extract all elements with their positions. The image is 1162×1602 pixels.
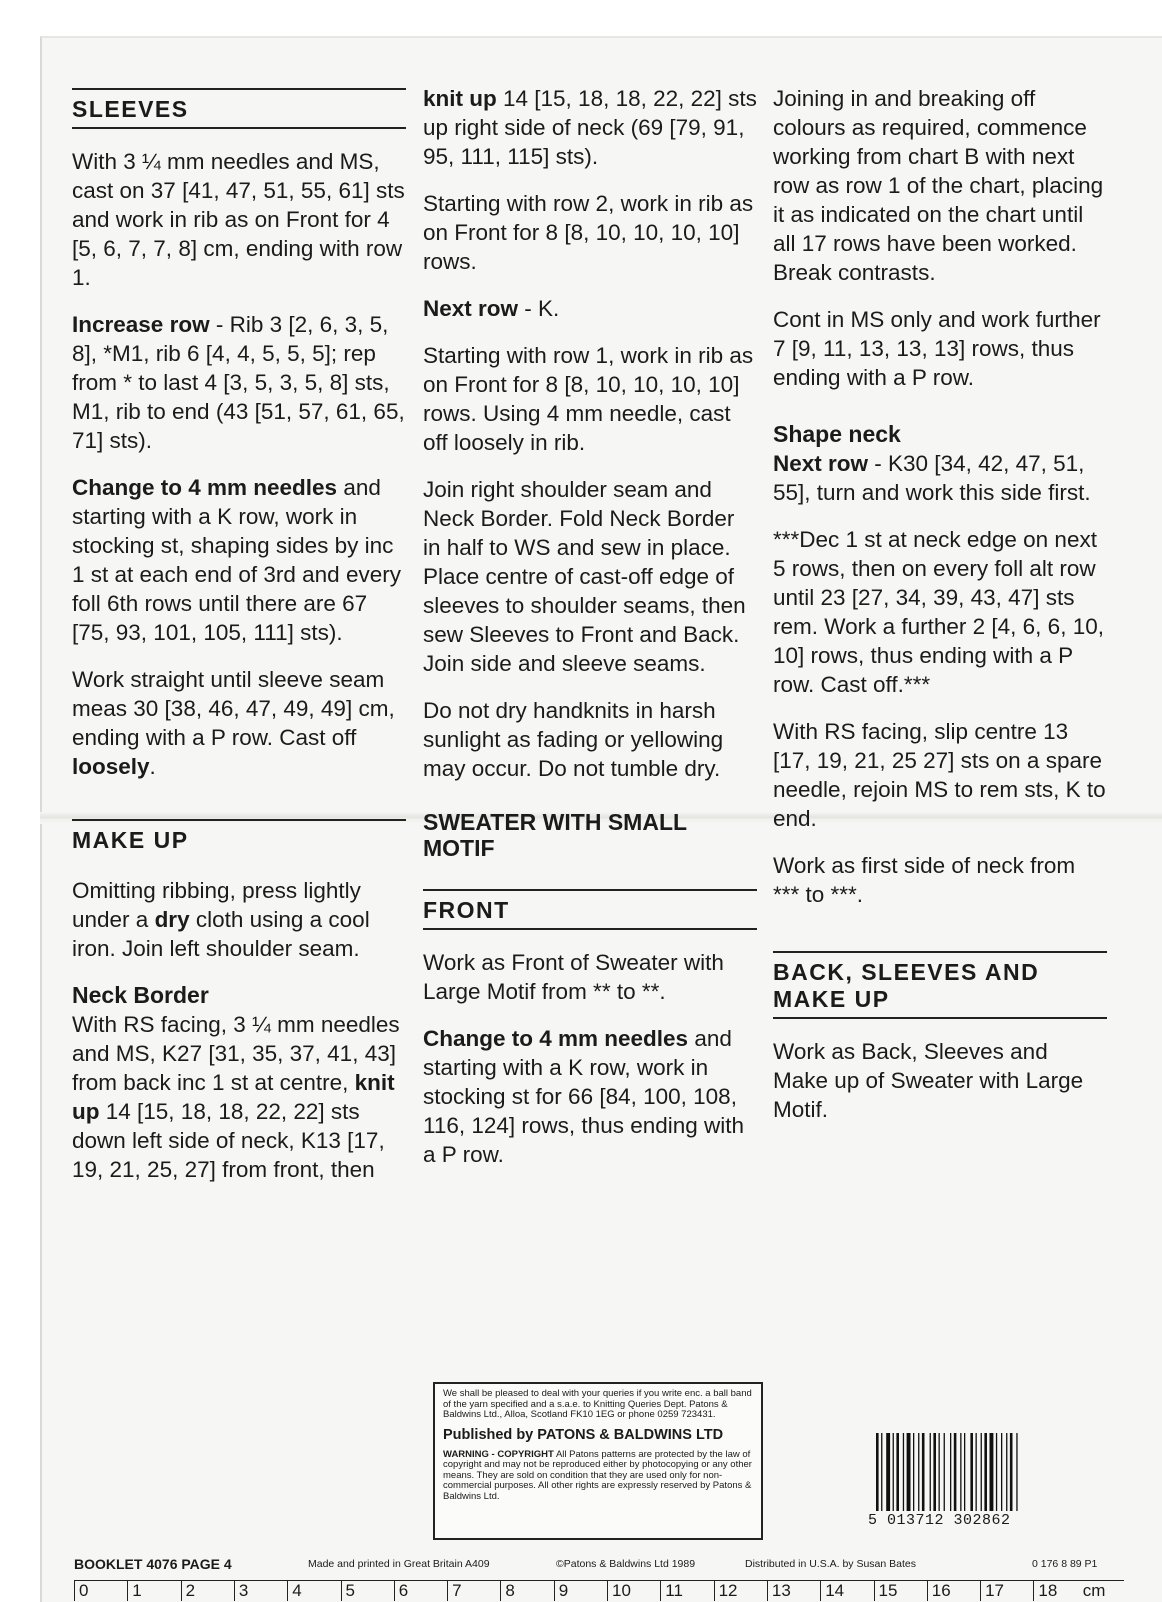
increase-row-paragraph [72,310,406,455]
ruler-tick: 6 [394,1581,408,1601]
rs-facing-paragraph: With RS facing, slip centre 13 [17, 19, 21, 25 27] sts on a spare needle, rejoin MS to rem sts, K to end. [773,719,1106,831]
ruler-tick: 17 [980,1581,1004,1601]
change-needles-text: and starting with a K row, work in stocking st, shaping sides by inc 1 st at each end of 3rd and every foll 6th rows until there are 67 [75, 93, 101, 105, 111] sts). [72,475,401,645]
next-row-label: Next row [423,296,519,321]
shape-next-row-text: - K30 [34, 42, 47, 51, 55], turn and work this side first. [773,451,1091,505]
ruler-tick: 14 [820,1581,844,1601]
small-motif-heading: SWEATER WITH SMALL MOTIF [423,809,687,861]
change-needles-front-label: Change to 4 mm needles [423,1026,689,1051]
knit-up-label: knit up [423,86,497,111]
rib-row1-paragraph: Starting with row 1, work in rib as on Front for 8 [8, 10, 10, 10, 10] rows. Using 4 mm needle, cast off loosely in rib. [423,343,754,455]
next-row-paragraph [423,294,757,323]
dry-warning-paragraph: Do not dry handknits in harsh sunlight as fading or yellowing may occur. Do not tumble dry. [423,698,724,781]
ruler-tick: 0 [74,1581,88,1601]
barcode-number: 5 013712 302862 [868,1512,1011,1529]
change-needles-front-paragraph [423,1024,757,1169]
cm-ruler [74,1580,1124,1601]
dec-paragraph: ***Dec 1 st at neck edge on next 5 rows, then on every foll alt row until 23 [27, 34, 39, 43, 47] sts rem. Work a further 2 [4, 6, 6, 10, 10] rows, thus ending with a P row. Cast off.*** [773,527,1104,697]
make-up-heading: MAKE UP [72,819,406,858]
sleeves-heading: SLEEVES [72,88,406,129]
made-in-label: Made and printed in Great Britain A409 [308,1558,490,1570]
ruler-tick: 11 [660,1581,683,1601]
ruler-tick: 8 [500,1581,514,1601]
ruler-tick: 18 [1033,1581,1057,1601]
increase-row-text: - Rib 3 [2, 6, 3, 5, 8], *M1, rib 6 [4, 4, 5, 5, 5]; rep from * to last 4 [3, 5, 3, 5, 8] sts, M1, rib to end (43 [51, 57, 61, 65, 71] sts). [72,312,405,453]
ruler-tick: 13 [767,1581,791,1601]
neck-border-heading: Neck Border [72,982,209,1008]
warning-text: All Patons patterns are protected by the law of copyright and may not be reproduced either by photocopying or any other means. They are sold on condition that they are used only for non-commercial purposes. All other rights are expressly reserved by Patons & Baldwins Ltd. [443,1448,752,1502]
product-code: 0 176 8 89 P1 [1032,1558,1098,1570]
change-needles-paragraph [72,473,406,647]
rib-row2-paragraph: Starting with row 2, work in rib as on Front for 8 [8, 10, 10, 10, 10] rows. [423,191,754,274]
ruler-tick: 15 [874,1581,898,1601]
work-straight-end: . [149,754,156,779]
warning-label: WARNING - COPYRIGHT [443,1448,554,1460]
dry-bold: dry [154,907,190,932]
shape-next-row-paragraph [773,449,1107,507]
shape-next-row-label: Next row [773,451,869,476]
neck-border-text-b: 14 [15, 18, 18, 22, 22] sts down left side of neck, K13 [17, 19, 21, 25, 27] from front, then [72,1099,385,1182]
published-by: Published by PATONS & BALDWINS LTD [443,1426,724,1443]
change-needles-label: Change to 4 mm needles [72,475,338,500]
column-1 [72,88,406,1202]
knit-up-bold: knit up [72,1070,395,1124]
neck-border-text-a: With RS facing, 3 ¼ mm needles and MS, K27 [31, 35, 37, 41, 43] from back inc 1 st at centre, [72,1012,400,1095]
ruler-tick: 9 [554,1581,568,1601]
work-straight-paragraph [72,665,406,781]
column-2 [423,84,757,1187]
ruler-unit: cm [1082,1581,1106,1600]
copyright-label: ©Patons & Baldwins Ltd 1989 [556,1558,696,1570]
neck-border-paragraph [72,1010,406,1184]
loosely-bold: loosely [72,754,150,779]
make-up-text-b: cloth using a cool iron. Join left shoulder seam. [72,907,370,961]
ruler-tick: 4 [287,1581,301,1601]
ruler-tick: 5 [341,1581,355,1601]
back-sleeves-heading: BACK, SLEEVES AND MAKE UP [773,951,1107,1019]
shape-neck-heading: Shape neck [773,421,901,447]
first-side-paragraph: Work as first side of neck from *** to ***. [773,853,1076,907]
ruler-tick: 12 [714,1581,738,1601]
make-up-text-a: Omitting ribbing, press lightly under a [72,878,361,932]
ruler-tick: 1 [127,1581,141,1601]
cont-ms-paragraph: Cont in MS only and work further 7 [9, 11, 13, 13, 13] rows, thus ending with a P row. [773,307,1101,390]
publisher-info-box [433,1382,763,1540]
sleeves-cast-on: With 3 ¼ mm needles and MS, cast on 37 [41, 47, 51, 55, 61] sts and work in rib as on Front for 4 [5, 6, 7, 7, 8] cm, ending with row 1. [72,149,405,290]
ruler-tick: 10 [607,1581,631,1601]
work-straight-text: Work straight until sleeve seam meas 30 [38, 46, 47, 49, 49] cm, ending with a P row. Cast off [72,667,395,750]
booklet-page-label: BOOKLET 4076 PAGE 4 [74,1556,232,1572]
joining-paragraph: Joining in and breaking off colours as required, commence working from chart B with next row as row 1 of the chart, placing it as indicated on the chart until all 17 rows have been worked. Break contrasts. [773,86,1104,285]
copyright-warning [443,1450,753,1503]
ruler-tick: 2 [181,1581,195,1601]
back-paragraph: Work as Back, Sleeves and Make up of Sweater with Large Motif. [773,1039,1084,1122]
column-3 [773,84,1107,1142]
increase-row-label: Increase row [72,312,210,337]
make-up-paragraph [72,876,406,963]
ruler-tick: 3 [234,1581,248,1601]
ruler-tick: 16 [927,1581,951,1601]
knit-up-text: 14 [15, 18, 18, 22, 22] sts up right side of neck (69 [79, 91, 95, 111, 115] sts). [423,86,757,169]
change-needles-front-text: and starting with a K row, work in stocking st for 66 [84, 100, 108, 116, 124] rows, thus ending with a P row. [423,1026,745,1167]
knit-up-paragraph [423,84,757,171]
distributed-label: Distributed in U.S.A. by Susan Bates [745,1558,916,1570]
front-paragraph: Work as Front of Sweater with Large Motif from ** to **. [423,950,724,1004]
front-heading: FRONT [423,889,757,930]
join-seams-paragraph: Join right shoulder seam and Neck Border. Fold Neck Border in half to WS and sew in place. Place centre of cast-off edge of sleeves to shoulder seams, then sew Sleeves to Front and Back. Join side and sleeve seams. [423,477,746,676]
next-row-text: - K. [518,296,560,321]
queries-text: We shall be pleased to deal with your queries if you write enc. a ball band of the yarn specified and a s.a.e. to Knitting Queries Dept. Patons & Baldwins Ltd., Alloa, Scotland FK10 1EG or phone 0259 723431. [443,1388,752,1420]
ruler-tick: 7 [447,1581,461,1601]
